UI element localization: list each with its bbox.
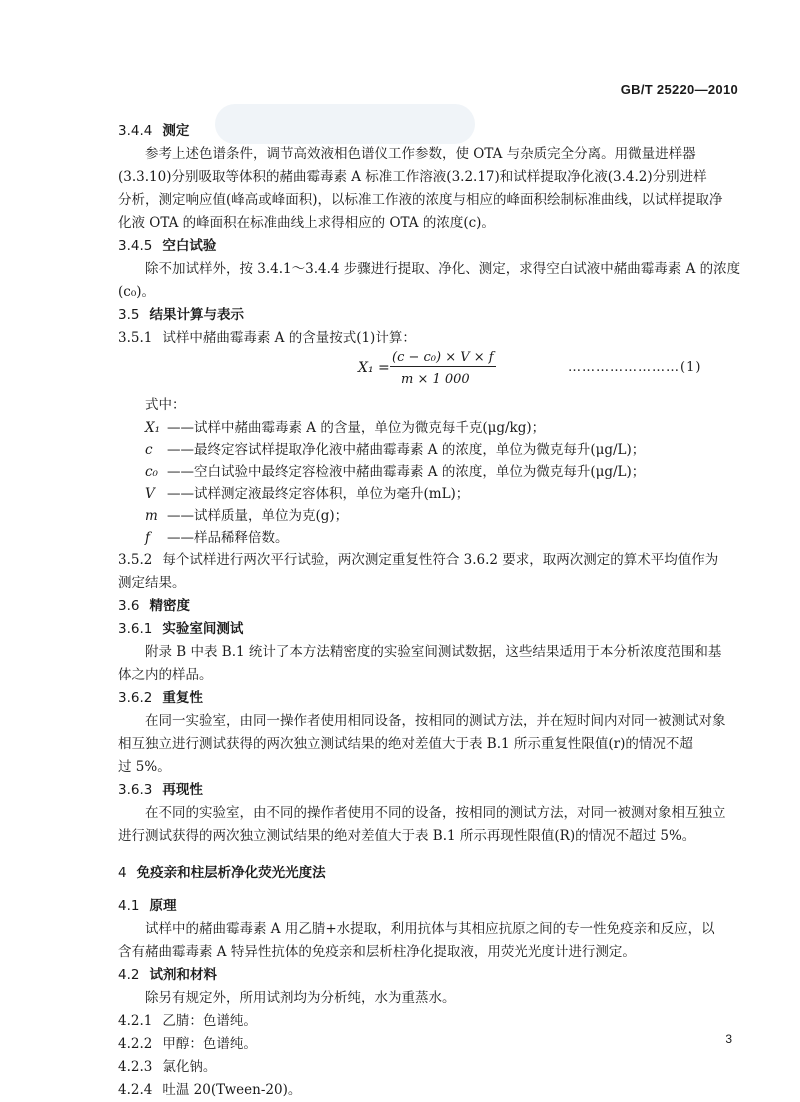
section-number: 3.4.5	[118, 238, 153, 254]
section-number: 4.2.4	[118, 1082, 153, 1098]
paragraph-4-2	[118, 987, 738, 1010]
text-line: 参考上述色谱条件，调节高效液相色谱仪工作参数，使 OTA 与杂质完全分离。用微量进样器	[145, 146, 696, 162]
formula-numerator: (c − c₀) × V × f	[392, 350, 494, 365]
section-number: 4	[118, 865, 127, 881]
section-number: 3.5.2	[118, 552, 153, 568]
section-title: 试剂和材料	[149, 967, 217, 983]
variable-definition	[118, 417, 738, 439]
section-title: 精密度	[149, 598, 190, 614]
section-title: 原理	[149, 898, 177, 914]
section-number: 4.2.1	[118, 1013, 153, 1029]
clause-4-2-2	[118, 1033, 738, 1056]
text-line: 除另有规定外，所用试剂均为分析纯，水为重蒸水。	[145, 990, 456, 1006]
page-number: 3	[725, 1032, 732, 1046]
heading-3-5	[118, 304, 738, 327]
text-line: 过 5%。	[118, 759, 171, 775]
where-intro: 式中：	[145, 397, 186, 413]
section-title: 结果计算与表示	[149, 307, 244, 323]
section-number: 4.2.2	[118, 1036, 153, 1052]
heading-3-4-5	[118, 235, 738, 258]
section-title: 空白试验	[162, 238, 217, 254]
heading-3-6	[118, 595, 738, 618]
variable-symbol: X₁	[145, 420, 161, 436]
variable-description: ——空白试验中最终定容检液中赭曲霉毒素 A 的浓度，单位为微克每升(μg/L)；	[167, 464, 646, 480]
section-number: 3.6.1	[118, 621, 153, 637]
clause-text: 试样中赭曲霉毒素 A 的含量按式(1)计算：	[162, 330, 416, 346]
document-body	[118, 120, 741, 1102]
section-number: 3.6.2	[118, 690, 153, 706]
clause-text: 甲醇：色谱纯。	[162, 1036, 257, 1052]
heading-3-6-3	[118, 779, 738, 802]
section-title: 实验室间测试	[162, 621, 244, 637]
clause-3-5-2	[118, 549, 738, 572]
text-line: 分析，测定响应值(峰高或峰面积)，以标准工作液的浓度与相应的峰面积绘制标准曲线，以试样提取净	[118, 192, 723, 208]
section-title: 再现性	[162, 782, 203, 798]
formula-tag: ……………………(1)	[568, 360, 702, 375]
variable-definition	[118, 527, 738, 549]
section-number: 3.5.1	[118, 330, 153, 346]
paragraph-3-4-5	[118, 258, 741, 304]
section-number: 4.1	[118, 898, 140, 914]
paragraph-4-1	[118, 918, 738, 964]
text-line: 在同一实验室，由同一操作者使用相同设备，按相同的测试方法，并在短时间内对同一被测试对象	[145, 713, 726, 729]
paragraph-3-6-2	[118, 710, 738, 779]
section-title: 测定	[162, 123, 190, 139]
section-number: 4.2	[118, 967, 140, 983]
heading-4-1	[118, 895, 738, 918]
section-title: 重复性	[162, 690, 203, 706]
clause-text: 氯化钠。	[162, 1059, 217, 1075]
formula-1	[118, 350, 738, 394]
standard-code: GB/T 25220—2010	[620, 82, 738, 97]
section-number: 3.4.4	[118, 123, 153, 139]
text-line: 相互独立进行测试获得的两次独立测试结果的绝对差值大于表 B.1 所示重复性限值(r)的情况不超	[118, 736, 693, 752]
text-line: 进行测试获得的两次独立测试结果的绝对差值大于表 B.1 所示再现性限值(R)的情况不超过 5%。	[118, 828, 696, 844]
text-line: 试样中的赭曲霉毒素 A 用乙腈+水提取，利用抗体与其相应抗原之间的专一性免疫亲和反应，以	[145, 921, 715, 937]
variable-definition	[118, 483, 738, 505]
text-line: 体之内的样品。	[118, 667, 213, 683]
variable-description: ——试样测定液最终定容体积，单位为毫升(mL)；	[167, 486, 470, 502]
variable-description: ——最终定容试样提取净化液中赭曲霉毒素 A 的浓度，单位为微克每升(μg/L)；	[167, 442, 646, 458]
heading-4-2	[118, 964, 738, 987]
text-line: 含有赭曲霉毒素 A 特异性抗体的免疫亲和层析柱净化提取液，用荧光光度计进行测定。	[118, 944, 636, 960]
heading-3-6-1	[118, 618, 738, 641]
section-number: 3.5	[118, 307, 140, 323]
clause-text: 乙腈：色谱纯。	[162, 1013, 257, 1029]
heading-4	[118, 862, 738, 885]
text-line: (3.3.10)分别吸取等体积的赭曲霉毒素 A 标准工作溶液(3.2.17)和试样提取净化液(3.4.2)分别进样	[118, 169, 707, 185]
variable-description: ——样品稀释倍数。	[167, 530, 289, 546]
clause-3-5-1	[118, 327, 738, 350]
text-line: 测定结果。	[118, 575, 186, 591]
variable-definition	[118, 461, 738, 483]
variable-description: ——试样质量，单位为克(g)；	[167, 508, 349, 524]
paragraph-3-6-1	[118, 641, 738, 687]
text-line: 除不加试样外，按 3.4.1～3.4.4 步骤进行提取、净化、测定，求得空白试液中赭曲霉毒素 A 的浓度	[145, 261, 741, 277]
heading-3-4-4	[118, 120, 738, 143]
section-number: 4.2.3	[118, 1059, 153, 1075]
text-line: 在不同的实验室，由不同的操作者使用不同的设备，按相同的测试方法，对同一被测对象相互独立	[145, 805, 726, 821]
text-line: (c₀)。	[118, 284, 156, 300]
paragraph-3-6-3	[118, 802, 738, 848]
formula-denominator: m × 1 000	[401, 372, 470, 387]
variable-symbol: V	[145, 486, 155, 502]
text-line: 每个试样进行两次平行试验，两次测定重复性符合 3.6.2 要求，取两次测定的算术平均值作为	[162, 552, 719, 568]
section-title: 免疫亲和柱层析净化荧光光度法	[136, 865, 326, 881]
variable-definition	[118, 505, 738, 527]
clause-4-2-4	[118, 1079, 738, 1102]
variable-description: ——试样中赭曲霉毒素 A 的含量，单位为微克每千克(μg/kg)；	[167, 420, 546, 436]
variable-symbol: f	[145, 530, 150, 546]
variable-symbol: c	[145, 442, 153, 458]
clause-4-2-1	[118, 1010, 738, 1033]
clause-4-2-3	[118, 1056, 738, 1079]
heading-3-6-2	[118, 687, 738, 710]
paragraph-3-4-4	[118, 143, 738, 235]
clause-text: 吐温 20(Tween-20)。	[162, 1082, 302, 1098]
formula-lhs: X₁ =	[358, 360, 390, 376]
text-line: 附录 B 中表 B.1 统计了本方法精密度的实验室间测试数据，这些结果适用于本分析浓度范围和基	[145, 644, 722, 660]
variable-symbol: m	[145, 508, 158, 524]
variable-symbol: c₀	[145, 464, 158, 480]
text-line: 化液 OTA 的峰面积在标准曲线上求得相应的 OTA 的浓度(c)。	[118, 215, 495, 231]
section-number: 3.6	[118, 598, 140, 614]
variable-definition	[118, 439, 738, 461]
section-number: 3.6.3	[118, 782, 153, 798]
